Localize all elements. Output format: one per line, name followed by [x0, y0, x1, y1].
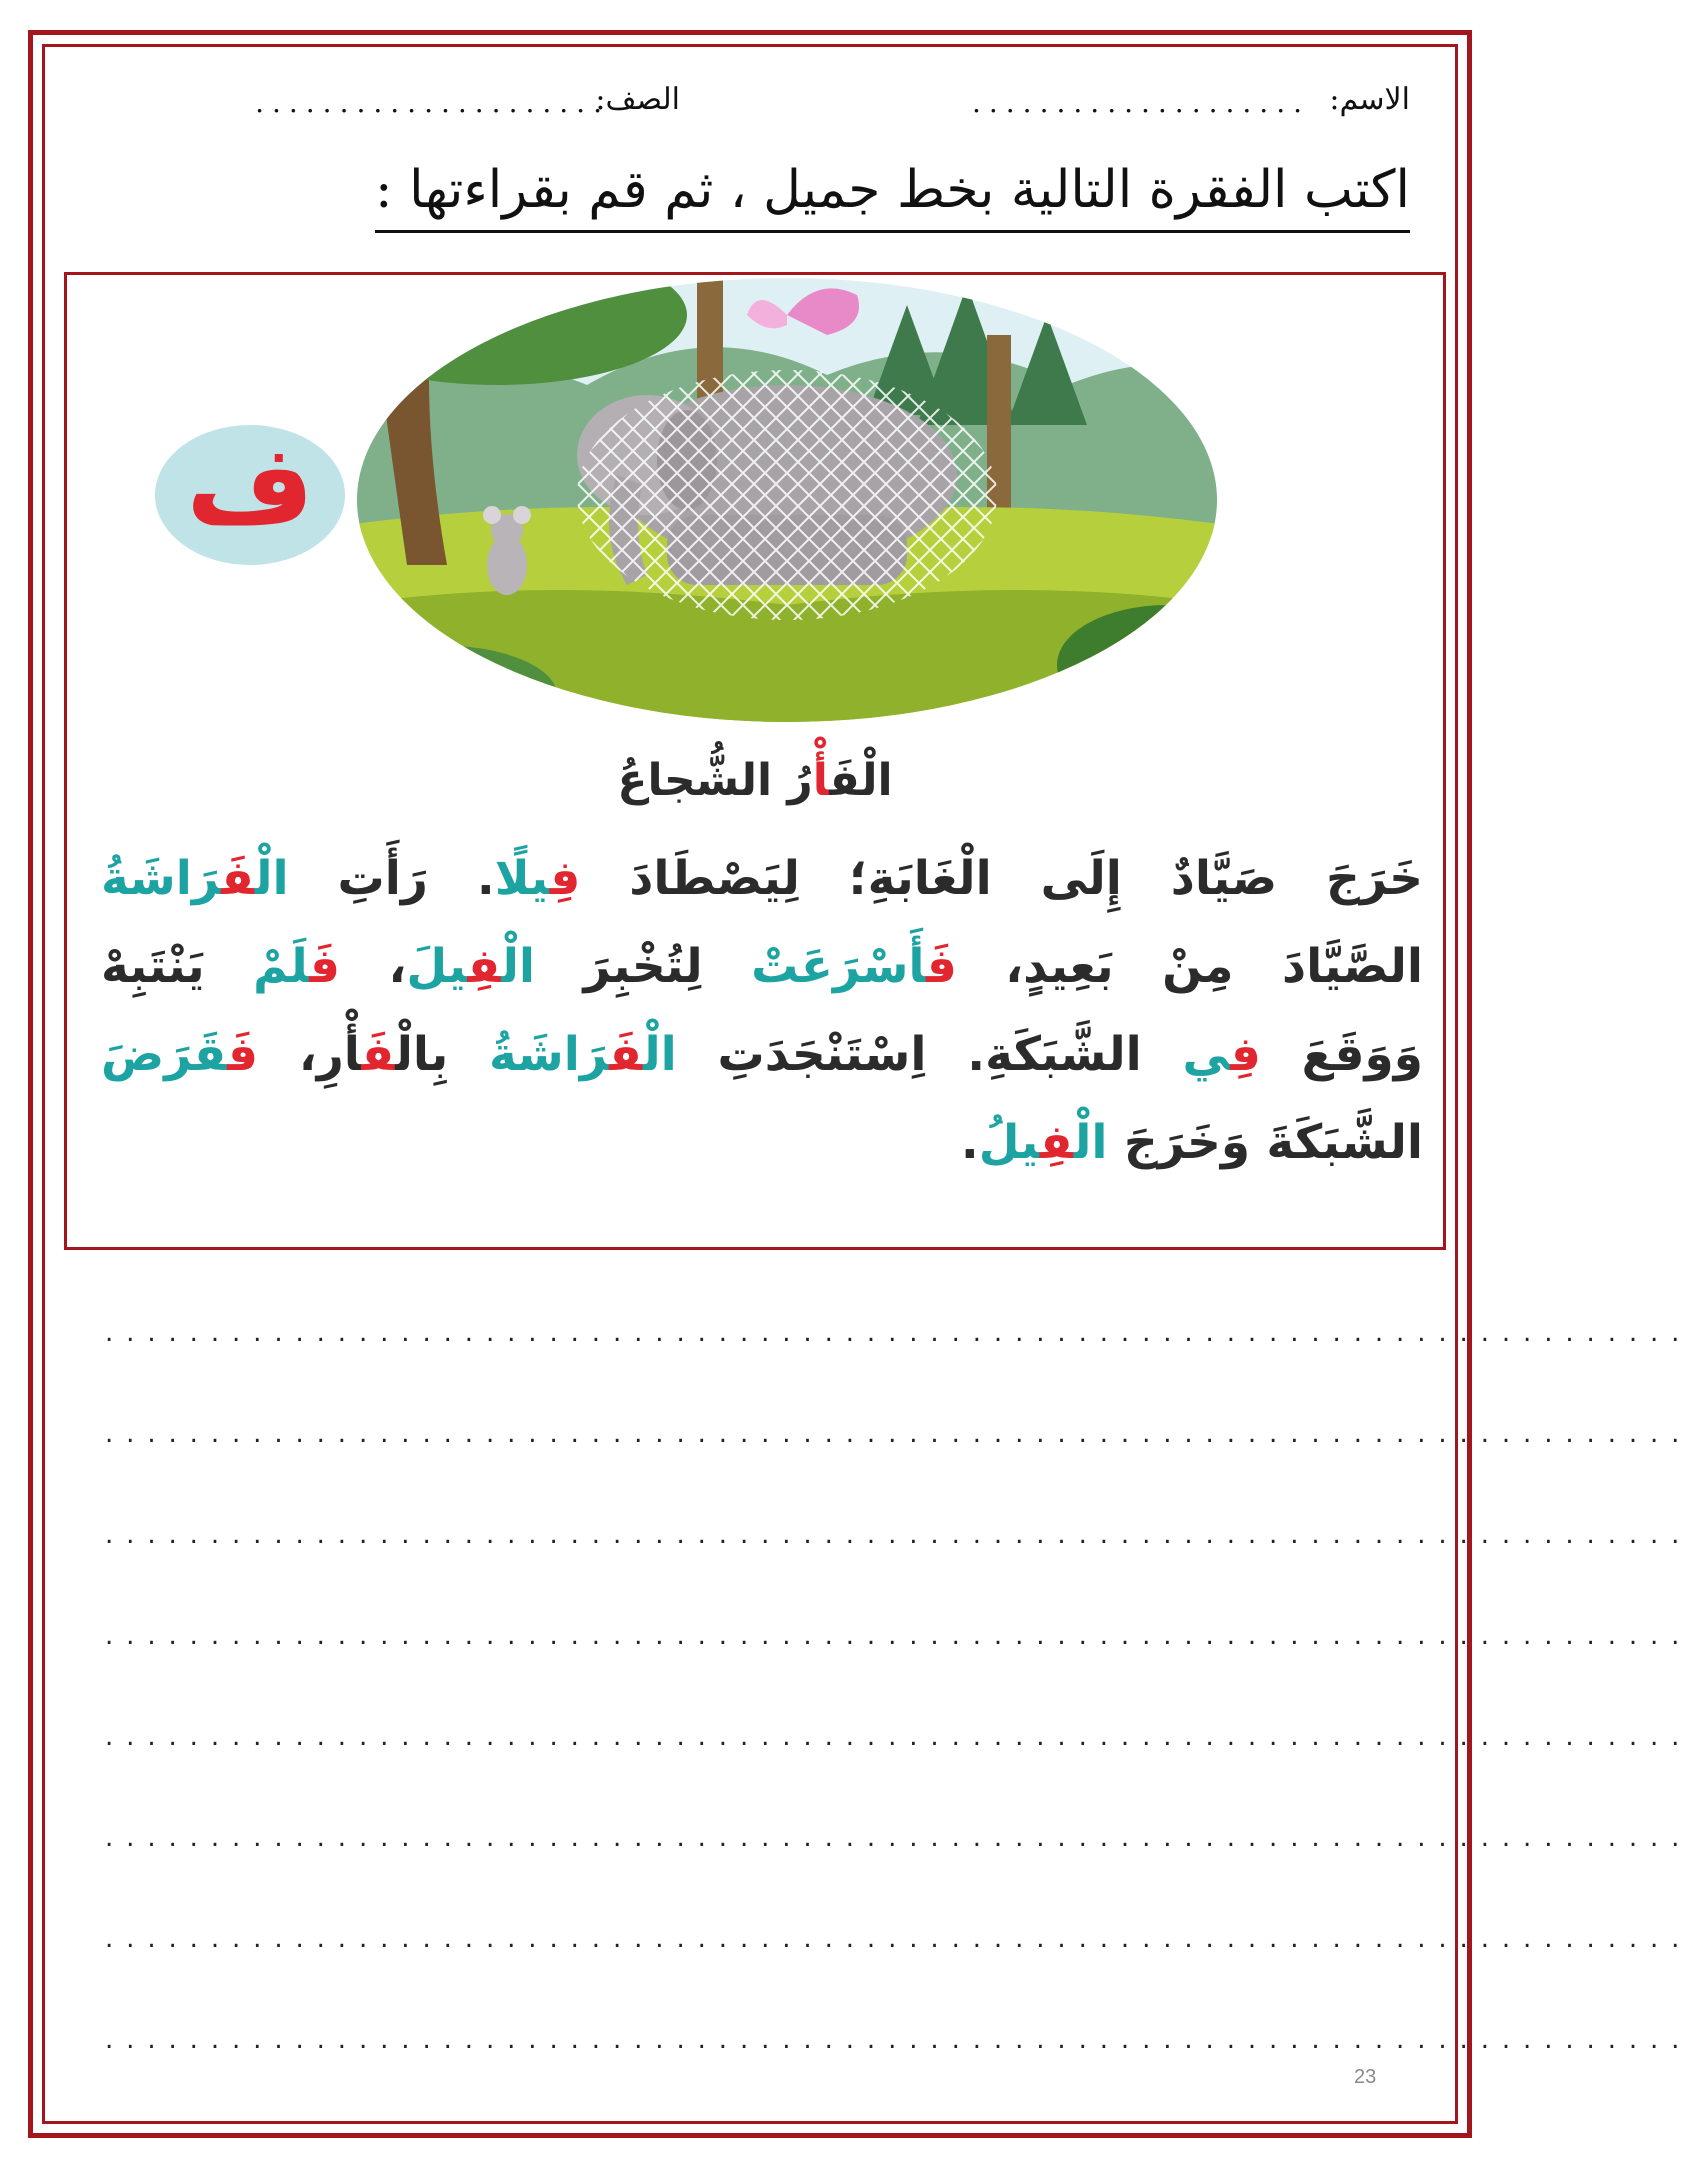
story-segment: فَ	[227, 1027, 259, 1082]
story-segment: الْ	[1073, 1115, 1108, 1170]
story-segment: ي	[1182, 1027, 1231, 1082]
story-segment: فَ	[221, 851, 255, 906]
handwriting-area	[105, 1318, 1692, 2126]
story-segment: فَ	[309, 939, 340, 994]
forest-scene-illustration	[347, 275, 1227, 725]
name-label: الاسم:	[1329, 82, 1410, 117]
story-segment: الصَّيَّادَ مِنْ بَعِيدٍ،	[956, 939, 1423, 994]
story-paragraph	[101, 835, 1423, 1187]
story-segment: يَنْتَبِهْ	[101, 939, 254, 994]
letter-badge	[155, 421, 345, 565]
story-segment: خَرَجَ صَيَّادٌ إِلَى الْغَابَةِ؛ لِيَصْطَادَ	[580, 851, 1423, 906]
story-title-highlight: أْ	[812, 755, 830, 806]
story-segment: بِالْ	[395, 1027, 490, 1082]
story-segment: لَمْ	[253, 939, 310, 994]
story-segment: الْ	[501, 939, 536, 994]
story-segment: فَ	[361, 1027, 396, 1082]
story-segment: يلًا	[494, 851, 550, 906]
story-segment: . رَأَتِ	[288, 851, 495, 906]
writing-line[interactable]: ...........................................................................	[105, 1924, 1692, 1954]
story-segment: وَوَقَعَ	[1260, 1027, 1423, 1082]
story-segment: يلُ	[978, 1115, 1040, 1170]
page-number: 23	[1354, 2066, 1377, 2088]
story-line-3	[101, 1011, 1423, 1099]
student-info-row	[130, 82, 1410, 132]
writing-line[interactable]: ...........................................................................	[105, 1520, 1692, 1550]
class-label: الصف:	[595, 82, 680, 117]
story-segment: الْ	[254, 851, 289, 906]
story-segment: فَ	[609, 1027, 643, 1082]
story-segment: رَاشَةُ	[489, 1027, 610, 1082]
writing-line[interactable]: ...........................................................................	[105, 1621, 1692, 1651]
writing-line[interactable]: ...........................................................................	[105, 1419, 1692, 1449]
story-segment: قَرَضَ	[101, 1027, 228, 1082]
class-field[interactable]: .....................	[255, 86, 610, 119]
story-segment: فِ	[467, 939, 502, 994]
story-segment: فِ	[1230, 1027, 1261, 1082]
story-title	[67, 755, 1443, 806]
story-segment: فِ	[549, 851, 581, 906]
writing-line[interactable]: ...........................................................................	[105, 1722, 1692, 1752]
story-line-1	[101, 835, 1423, 923]
story-segment: لِتُخْبِرَ	[535, 939, 752, 994]
story-segment: رَاشَةُ	[101, 851, 222, 906]
story-line-2	[101, 923, 1423, 1011]
story-segment: فِ	[1039, 1115, 1074, 1170]
story-segment: الشَّبَكَةَ وَخَرَجَ	[1107, 1115, 1423, 1170]
reading-passage-box	[64, 272, 1446, 1250]
story-segment: أَسْرَعَتْ	[751, 939, 927, 994]
letter-badge-text: ف	[186, 421, 314, 549]
story-title-part2: رُ الشُّجاعُ	[617, 755, 813, 806]
writing-line[interactable]: ...........................................................................	[105, 1823, 1692, 1853]
story-segment: .	[960, 1115, 979, 1170]
story-segment: الشَّبَكَةِ. اِسْتَنْجَدَتِ	[676, 1027, 1183, 1082]
name-field[interactable]: ....................	[971, 86, 1310, 119]
writing-line[interactable]: ...........................................................................	[105, 1318, 1692, 1348]
story-title-part1: الْفَ	[829, 755, 893, 806]
story-segment: فَ	[926, 939, 957, 994]
story-segment: يلَ	[406, 939, 468, 994]
instruction-heading: اكتب الفقرة التالية بخط جميل ، ثم قم بقراءتها :	[375, 160, 1410, 233]
story-line-4	[101, 1099, 1423, 1187]
writing-line[interactable]: ...........................................................................	[105, 2025, 1692, 2055]
story-segment: الْ	[642, 1027, 677, 1082]
story-segment: أْرِ،	[258, 1027, 362, 1082]
story-segment: ،	[340, 939, 407, 994]
